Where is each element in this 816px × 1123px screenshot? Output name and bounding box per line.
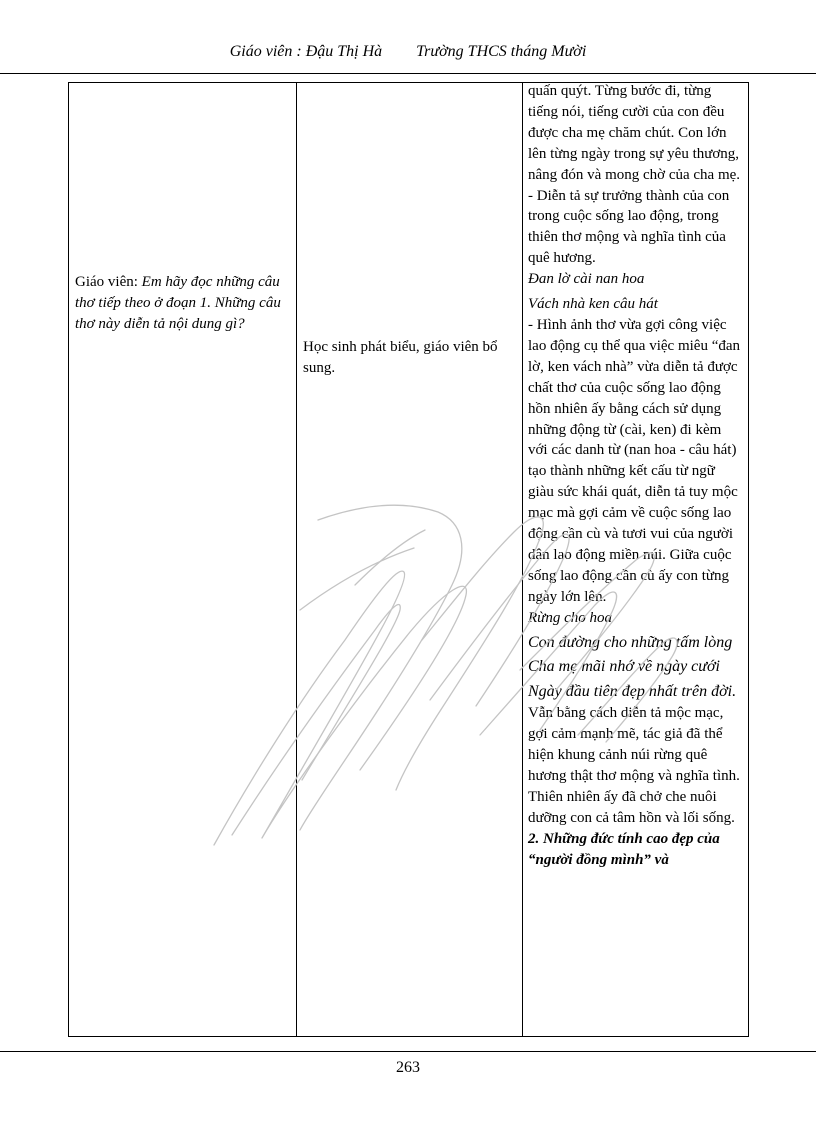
footer-rule: [0, 1051, 816, 1052]
verse-line-4: Con đường cho những tấm lòng: [528, 633, 733, 651]
teacher-activity-cell: [69, 83, 297, 1036]
header-teacher: Giáo viên : Đậu Thị Hà: [229, 43, 383, 60]
verse-line-1: Đan lờ cài nan hoa: [528, 271, 645, 288]
content-cell: [523, 83, 748, 1036]
content-para-3: - Hình ảnh thơ vừa gợi công việc lao động cụ thể qua việc miêu “đan lờ, ken vách nhà” vừa diễn tả được chất thơ của cuộc sống lao động hồn nhiên ấy bằng cách sử dụng những động từ (cài, ken) đi kèm với các danh từ (nan hoa - câu hát) tạo thành những kết cấu từ ngữ giàu sức khái quát, diễn tả tuy mộc mạc mà gợi cảm về cuộc sống lao động cần cù và tươi vui của người dân lao động miền núi. Giữa cuộc sống lao động cần cù ấy con từng ngày lớn lên.: [528, 316, 741, 605]
question-text: Em hãy đọc những câu thơ tiếp theo ở đoạn 1. Những câu thơ này diễn tả nội dung gì?: [75, 274, 281, 332]
verse-line-6: Ngày đầu tiên đẹp nhất trên đời.: [528, 683, 737, 701]
page-number: 263: [396, 1059, 420, 1076]
page-header: [0, 43, 816, 61]
verse-line-5: Cha mẹ mãi nhớ về ngày cưới: [528, 658, 720, 676]
teacher-label: Giáo viên:: [75, 274, 142, 290]
student-activity-cell: [297, 83, 523, 1036]
teacher-question: [75, 272, 290, 335]
content-para-1: quấn quýt. Từng bước đi, từng tiếng nói, tiếng cười của con đều được cha mẹ chăm chút. Con lớn lên từng ngày trong sự yêu thương, nâng đón và mong chờ của cha mẹ.: [528, 83, 741, 183]
content-para-2: - Diễn tả sự trưởng thành của con trong cuộc sống lao động, trong thiên thơ mộng và nghĩa tình của quê hương.: [528, 187, 730, 267]
header-school: Trường THCS tháng Mười: [416, 43, 587, 60]
content-para-4: Vẫn bằng cách diễn tả mộc mạc, gợi cảm mạnh mẽ, tác giả đã thể hiện khung cảnh núi rừng quê hương thật thơ mộng và nghĩa tình. Thiên nhiên ấy đã chở che nuôi dưỡng con cả tâm hồn và lối sống.: [528, 705, 740, 826]
verse-line-3: Rừng cho hoa: [528, 609, 613, 626]
header-rule: [0, 73, 816, 74]
lesson-table: [68, 82, 749, 1037]
student-response: Học sinh phát biểu, giáo viên bổ sung.: [303, 339, 498, 376]
verse-line-2: Vách nhà ken câu hát: [528, 296, 658, 313]
section-heading: 2. Những đức tính cao đẹp của “người đồng mình” và: [528, 830, 720, 868]
content-text: [528, 81, 742, 871]
